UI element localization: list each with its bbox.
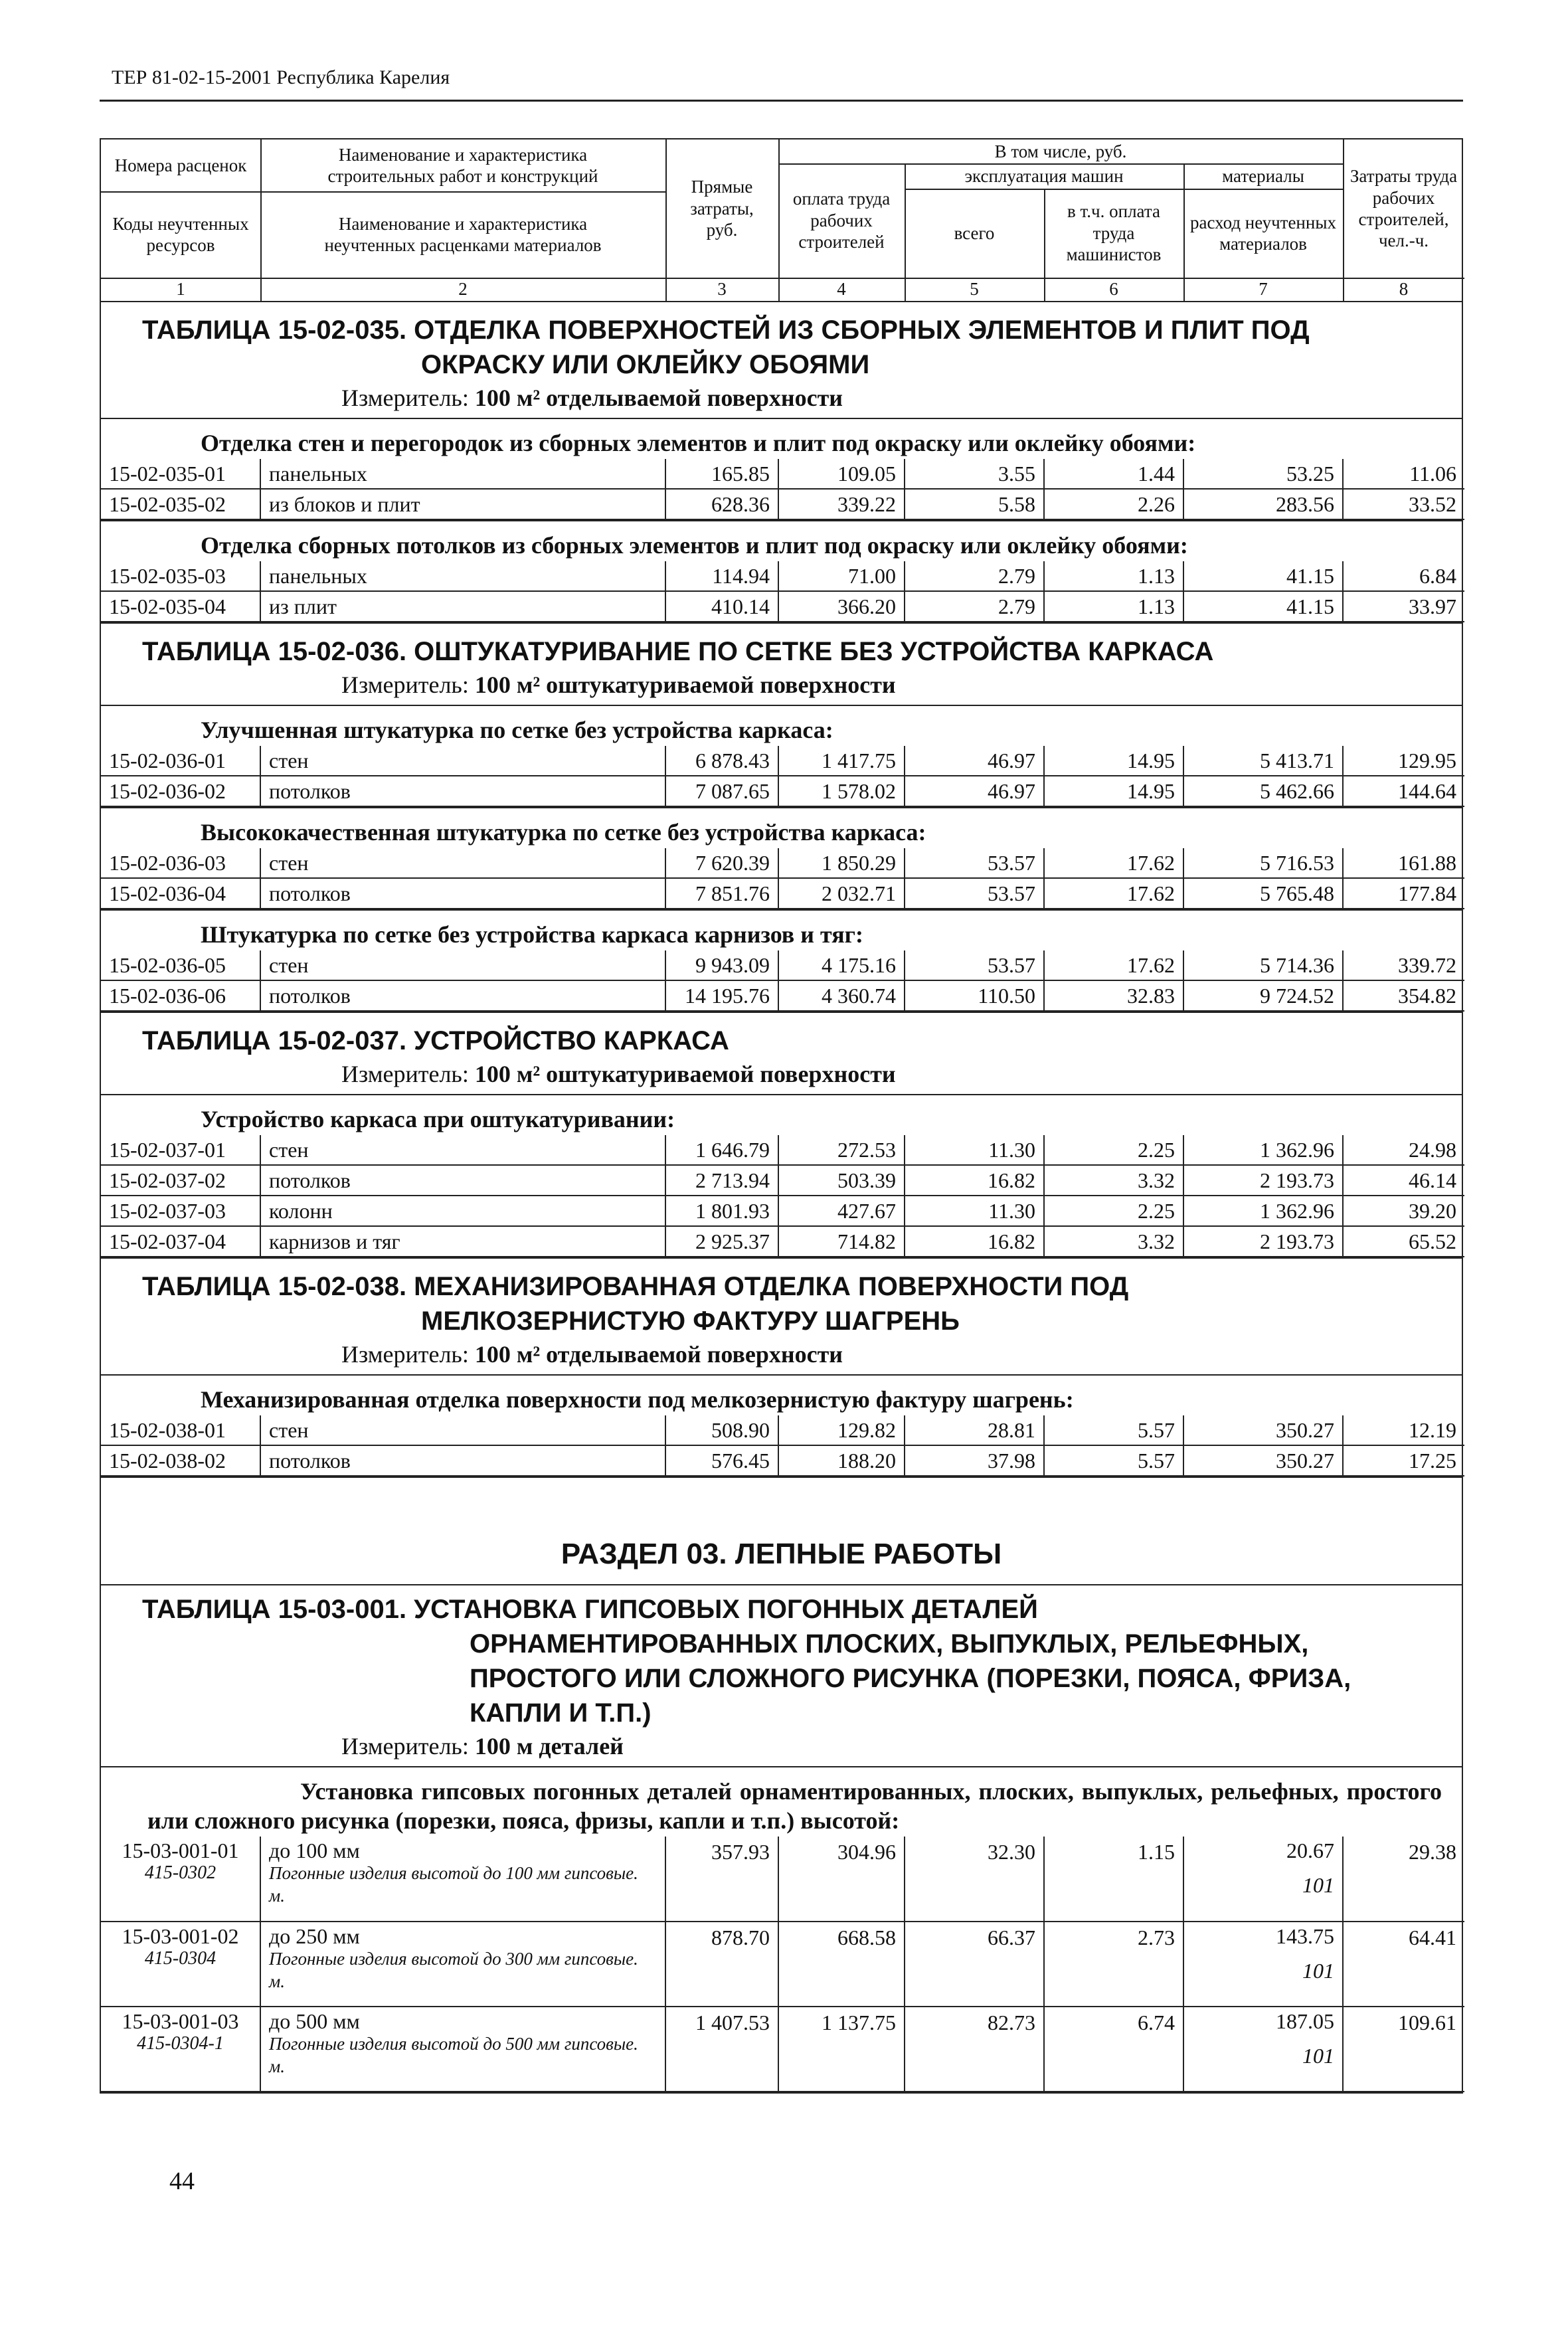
- table-title: [142, 634, 1442, 669]
- table-row: [101, 561, 1464, 591]
- table-cell: 6.84: [1343, 561, 1464, 591]
- table-cell: 109.61: [1343, 2007, 1464, 2092]
- table-row: [101, 950, 1464, 980]
- table-cell: [101, 1922, 260, 2007]
- table-cell: 16.82: [905, 1226, 1044, 1257]
- table-cell: 2.73: [1044, 1922, 1183, 2007]
- meter-label: Измеритель:: [341, 1341, 469, 1368]
- table-cell: 339.72: [1343, 950, 1464, 980]
- table-cell: 53.57: [905, 848, 1044, 878]
- table-cell: 15-02-037-02: [101, 1165, 260, 1196]
- table-cell: 15-02-037-03: [101, 1196, 260, 1226]
- col8-header: Затраты труда рабочих строителей, чел.-ч.: [1350, 166, 1458, 251]
- table-cell: 11.30: [905, 1196, 1044, 1226]
- table-cell: 15-02-038-01: [101, 1415, 260, 1445]
- table-cell: 3.32: [1044, 1226, 1183, 1257]
- table-cell: карнизов и тяг: [260, 1226, 665, 1257]
- table-cell: 2.79: [905, 591, 1044, 622]
- table-cell: 1 578.02: [778, 776, 905, 806]
- col2-bottom-header: Наименование и характеристика неучтенных расценками материалов: [324, 213, 602, 255]
- rate-code: 15-03-001-01: [122, 1839, 239, 1862]
- table-heading: [101, 1584, 1462, 1766]
- table-cell: 5 714.36: [1183, 950, 1343, 980]
- table-cell: 53.25: [1183, 459, 1343, 489]
- table-cell: 66.37: [905, 1922, 1044, 2007]
- table-cell: потолков: [260, 776, 665, 806]
- table-meter: [142, 1338, 1442, 1374]
- table-cell: из блоков и плит: [260, 489, 665, 519]
- table-cell: 46.97: [905, 776, 1044, 806]
- table-cell: стен: [260, 1415, 665, 1445]
- table-cell: 304.96: [778, 1837, 905, 1922]
- col1-top-header: Номера расценок: [114, 155, 247, 175]
- col-number-3: 3: [717, 279, 727, 300]
- table-cell: 14.95: [1044, 746, 1183, 776]
- rate-code: 15-03-001-02: [122, 1924, 239, 1948]
- table-cell: 5.57: [1044, 1415, 1183, 1445]
- table-cell: 5 413.71: [1183, 746, 1343, 776]
- table-cell: из плит: [260, 591, 665, 622]
- running-head: ТЕР 81-02-15-2001 Республика Карелия: [112, 66, 450, 88]
- work-name: до 500 мм: [269, 2009, 360, 2033]
- materials-header: материалы: [1222, 165, 1304, 186]
- table-cell: 6 878.43: [665, 746, 778, 776]
- col-number-5: 5: [970, 279, 979, 300]
- table-cell: 14.95: [1044, 776, 1183, 806]
- table-row: [101, 848, 1464, 878]
- table-title-line: КАПЛИ И Т.П.): [470, 1698, 652, 1728]
- table-cell: 508.90: [665, 1415, 778, 1445]
- col-number-4: 4: [837, 279, 846, 300]
- table-meter: [142, 669, 1442, 705]
- table-meter: [142, 1730, 1442, 1766]
- table-cell: 32.30: [905, 1837, 1044, 1922]
- table-cell: 41.15: [1183, 561, 1343, 591]
- col6-header: в т.ч. оплата труда машинистов: [1066, 201, 1162, 265]
- table-cell: 11.06: [1343, 459, 1464, 489]
- table-cell: потолков: [260, 878, 665, 909]
- table-cell: 82.73: [905, 2007, 1044, 2092]
- table-15-03-001: [101, 1584, 1462, 2092]
- table-title: [142, 1024, 1442, 1058]
- rates-table: [101, 746, 1464, 807]
- table-row: [101, 776, 1464, 806]
- table-cell: 46.14: [1343, 1165, 1464, 1196]
- table-row: [101, 980, 1464, 1011]
- table-cell: 7 620.39: [665, 848, 778, 878]
- table-heading: [101, 302, 1462, 418]
- table-row: [101, 1415, 1464, 1445]
- table-title-cont: ОКРАСКУ ИЛИ ОКЛЕЙКУ ОБОЯМИ: [421, 350, 870, 379]
- table-cell: 1.13: [1044, 591, 1183, 622]
- table-cell: 5.58: [905, 489, 1044, 519]
- table-cell: 71.00: [778, 561, 905, 591]
- table-title-line: ТАБЛИЦА 15-02-038. МЕХАНИЗИРОВАННАЯ ОТДЕЛКА ПОВЕРХНОСТИ ПОД: [142, 1272, 1129, 1301]
- table-cell: 15-02-038-02: [101, 1445, 260, 1476]
- rates-table: [101, 1415, 1464, 1477]
- rates-table: [101, 848, 1464, 909]
- table-cell: 6.74: [1044, 2007, 1183, 2092]
- col5-header: всего: [954, 223, 995, 243]
- material-consumption: 101: [1302, 2044, 1334, 2068]
- table-row: [101, 591, 1464, 622]
- table-cell: 878.70: [665, 1922, 778, 2007]
- table-cell: 17.62: [1044, 848, 1183, 878]
- table-cell: 33.52: [1343, 489, 1464, 519]
- table-cell: 410.14: [665, 591, 778, 622]
- material-cost: 187.05: [1276, 2009, 1334, 2033]
- table-cell: 2 925.37: [665, 1226, 778, 1257]
- col-number-6: 6: [1109, 279, 1118, 300]
- table-cell: 1 362.96: [1183, 1196, 1343, 1226]
- material-consumption: 101: [1302, 1873, 1334, 1897]
- rate-code: 15-03-001-03: [122, 2009, 239, 2033]
- table-cell: 2 193.73: [1183, 1165, 1343, 1196]
- table-cell: 165.85: [665, 459, 778, 489]
- meter-label: Измеритель:: [341, 1061, 469, 1087]
- table-row: [101, 2007, 1464, 2092]
- table-title-line: ТАБЛИЦА 15-02-037. УСТРОЙСТВО КАРКАСА: [142, 1026, 729, 1055]
- table-cell: 33.97: [1343, 591, 1464, 622]
- table-row: [101, 1837, 1464, 1922]
- table-title-line: ПРОСТОГО ИЛИ СЛОЖНОГО РИСУНКА (ПОРЕЗКИ, ПОЯСА, ФРИЗА,: [470, 1664, 1351, 1693]
- table-cell: 1.44: [1044, 459, 1183, 489]
- table-cell: 15-02-037-04: [101, 1226, 260, 1257]
- section-title: РАЗДЕЛ 03. ЛЕПНЫЕ РАБОТЫ: [101, 1477, 1462, 1584]
- incl-header: В том числе, руб.: [994, 141, 1127, 161]
- table-cell: 1 417.75: [778, 746, 905, 776]
- col3-header: Прямые затраты, руб.: [690, 177, 754, 240]
- table-cell: 41.15: [1183, 591, 1343, 622]
- rates-table: [101, 1837, 1464, 2092]
- table-cell: [1183, 1837, 1343, 1922]
- table-cell: 5 765.48: [1183, 878, 1343, 909]
- table-cell: 15-02-035-04: [101, 591, 260, 622]
- column-header: [101, 139, 1462, 302]
- table-cell: 53.57: [905, 878, 1044, 909]
- table-cell: 503.39: [778, 1165, 905, 1196]
- page-number: 44: [169, 2167, 195, 2195]
- table-cell: 2 032.71: [778, 878, 905, 909]
- table-cell: 15-02-036-03: [101, 848, 260, 878]
- table-title: [142, 313, 1442, 382]
- table-cell: стен: [260, 848, 665, 878]
- table-cell: панельных: [260, 561, 665, 591]
- table-cell: [1183, 2007, 1343, 2092]
- table-cell: 7 851.76: [665, 878, 778, 909]
- meter-label: Измеритель:: [341, 1733, 469, 1759]
- table-cell: 272.53: [778, 1135, 905, 1165]
- table-cell: 9 943.09: [665, 950, 778, 980]
- table-cell: 15-02-035-02: [101, 489, 260, 519]
- table-cell: [260, 1837, 665, 1922]
- col-number-7: 7: [1259, 279, 1268, 300]
- table-cell: 129.95: [1343, 746, 1464, 776]
- table-title-line: ТАБЛИЦА 15-03-001. УСТАНОВКА ГИПСОВЫХ ПОГОННЫХ ДЕТАЛЕЙ: [142, 1595, 1038, 1624]
- table-cell: потолков: [260, 980, 665, 1011]
- table-cell: 12.19: [1343, 1415, 1464, 1445]
- table-cell: 7 087.65: [665, 776, 778, 806]
- table-cell: 2.26: [1044, 489, 1183, 519]
- group-heading: Механизированная отделка поверхности под мелкозернистую фактуру шагрень:: [101, 1374, 1462, 1415]
- table-cell: 350.27: [1183, 1445, 1343, 1476]
- work-name: до 100 мм: [269, 1839, 360, 1862]
- rates-table: [101, 1135, 1464, 1257]
- table-cell: 15-02-037-01: [101, 1135, 260, 1165]
- table-cell: 144.64: [1343, 776, 1464, 806]
- table-cell: 129.82: [778, 1415, 905, 1445]
- meter-value: 100 м² оштукатуриваемой поверхности: [474, 1061, 896, 1087]
- table-cell: потолков: [260, 1165, 665, 1196]
- table-cell: 14 195.76: [665, 980, 778, 1011]
- table-heading: [101, 1012, 1462, 1094]
- machines-header: эксплуатация машин: [964, 165, 1124, 186]
- table-cell: стен: [260, 950, 665, 980]
- table-heading: [101, 1257, 1462, 1374]
- material-consumption: 101: [1302, 1959, 1334, 1983]
- table-row: [101, 1135, 1464, 1165]
- table-title-line: ТАБЛИЦА 15-02-036. ОШТУКАТУРИВАНИЕ ПО СЕТКЕ БЕЗ УСТРОЙСТВА КАРКАСА: [142, 637, 1214, 666]
- table-cell: 1 850.29: [778, 848, 905, 878]
- table-cell: 177.84: [1343, 878, 1464, 909]
- table-cell: 1 362.96: [1183, 1135, 1343, 1165]
- table-cell: 668.58: [778, 1922, 905, 2007]
- table-cell: 24.98: [1343, 1135, 1464, 1165]
- table-cell: 3.32: [1044, 1165, 1183, 1196]
- table-cell: 4 175.16: [778, 950, 905, 980]
- col4-header: оплата труда рабочих строителей: [792, 189, 891, 252]
- table-cell: 188.20: [778, 1445, 905, 1476]
- meter-value: 100 м² отделываемой поверхности: [474, 385, 843, 411]
- material-note: Погонные изделия высотой до 300 мм гипсовые. м.: [269, 1949, 638, 1991]
- table-cell: панельных: [260, 459, 665, 489]
- table-cell: 339.22: [778, 489, 905, 519]
- table-cell: стен: [260, 1135, 665, 1165]
- table-cell: 1 137.75: [778, 2007, 905, 2092]
- table-cell: 1.13: [1044, 561, 1183, 591]
- table-cell: 5 716.53: [1183, 848, 1343, 878]
- material-cost: 143.75: [1276, 1924, 1334, 1948]
- table-cell: 110.50: [905, 980, 1044, 1011]
- table-cell: 114.94: [665, 561, 778, 591]
- col7-header: расход неучтенных материалов: [1190, 212, 1336, 254]
- table-row: [101, 1226, 1464, 1257]
- table-row: [101, 1922, 1464, 2007]
- table-cell: 29.38: [1343, 1837, 1464, 1922]
- table-cell: 2.25: [1044, 1135, 1183, 1165]
- material-cost: 20.67: [1286, 1839, 1334, 1862]
- table-row: [101, 1196, 1464, 1226]
- table-cell: 32.83: [1044, 980, 1183, 1011]
- meter-value: 100 м деталей: [474, 1733, 624, 1759]
- work-name: до 250 мм: [269, 1924, 360, 1948]
- table-row: [101, 459, 1464, 489]
- table-cell: потолков: [260, 1445, 665, 1476]
- material-note: Погонные изделия высотой до 100 мм гипсовые. м.: [269, 1863, 638, 1906]
- table-cell: 11.30: [905, 1135, 1044, 1165]
- material-note: Погонные изделия высотой до 500 мм гипсовые. м.: [269, 2034, 638, 2076]
- table-row: [101, 746, 1464, 776]
- table-row: [101, 1445, 1464, 1476]
- table-cell: 15-02-036-06: [101, 980, 260, 1011]
- col1-bottom-header: Коды неучтенных ресурсов: [112, 213, 249, 255]
- table-title-line: ТАБЛИЦА 15-02-035. ОТДЕЛКА ПОВЕРХНОСТЕЙ ИЗ СБОРНЫХ ЭЛЕМЕНТОВ И ПЛИТ ПОД: [142, 315, 1310, 345]
- resource-code: 415-0304: [144, 1948, 217, 1969]
- col-number-1: 1: [176, 279, 185, 300]
- table-cell: 109.05: [778, 459, 905, 489]
- meter-label: Измеритель:: [341, 385, 469, 411]
- group-heading: Устройство каркаса при оштукатуривании:: [101, 1094, 1462, 1135]
- table-title: [142, 1269, 1442, 1338]
- table-cell: стен: [260, 746, 665, 776]
- table-cell: 283.56: [1183, 489, 1343, 519]
- table-meter: [142, 382, 1442, 418]
- table-cell: [1183, 1922, 1343, 2007]
- col-number-2: 2: [458, 279, 468, 300]
- table-row: [101, 489, 1464, 519]
- group-heading: Отделка сборных потолков из сборных элементов и плит под окраску или оклейку обоями:: [101, 520, 1462, 561]
- table-cell: [101, 2007, 260, 2092]
- table-cell: 3.55: [905, 459, 1044, 489]
- table-meter: [142, 1058, 1442, 1094]
- group-heading: Штукатурка по сетке без устройства каркаса карнизов и тяг:: [101, 909, 1462, 950]
- col2-top-header: Наименование и характеристика строительных работ и конструкций: [327, 144, 598, 186]
- table-row: [101, 1165, 1464, 1196]
- table-cell: 15-02-036-01: [101, 746, 260, 776]
- resource-code: 415-0302: [144, 1862, 217, 1883]
- table-row: [101, 878, 1464, 909]
- table-cell: 1 646.79: [665, 1135, 778, 1165]
- table-cell: 2.79: [905, 561, 1044, 591]
- table-title-line: ОРНАМЕНТИРОВАННЫХ ПЛОСКИХ, ВЫПУКЛЫХ, РЕЛЬЕФНЫХ,: [470, 1629, 1309, 1659]
- col-number-8: 8: [1399, 279, 1409, 300]
- table-cell: 1 407.53: [665, 2007, 778, 2092]
- table-cell: 2.25: [1044, 1196, 1183, 1226]
- table-cell: 37.98: [905, 1445, 1044, 1476]
- table-cell: 357.93: [665, 1837, 778, 1922]
- group-heading: Отделка стен и перегородок из сборных элементов и плит под окраску или оклейку обоями:: [101, 418, 1462, 459]
- table-cell: [101, 1837, 260, 1922]
- rates-table: [101, 950, 1464, 1012]
- table-cell: 2 713.94: [665, 1165, 778, 1196]
- table-cell: 2 193.73: [1183, 1226, 1343, 1257]
- table-cell: 53.57: [905, 950, 1044, 980]
- table-cell: 5.57: [1044, 1445, 1183, 1476]
- table-cell: колонн: [260, 1196, 665, 1226]
- table-cell: [260, 2007, 665, 2092]
- table-cell: 17.62: [1044, 878, 1183, 909]
- table-cell: 4 360.74: [778, 980, 905, 1011]
- resource-code: 415-0304-1: [137, 2033, 224, 2054]
- rates-table: [101, 459, 1464, 520]
- table-cell: 46.97: [905, 746, 1044, 776]
- table-cell: 161.88: [1343, 848, 1464, 878]
- table-cell: 427.67: [778, 1196, 905, 1226]
- group-heading: Установка гипсовых погонных деталей орнаментированных, плоских, выпуклых, рельефных, простого или сложного рисунка (порезки, пояса, фризы, капли и т.п.) высотой:: [101, 1766, 1462, 1837]
- table-cell: 17.25: [1343, 1445, 1464, 1476]
- group-heading: Высококачественная штукатурка по сетке без устройства каркаса:: [101, 807, 1462, 848]
- price-table-sheet: [100, 138, 1463, 2094]
- table-cell: 576.45: [665, 1445, 778, 1476]
- table-cell: 714.82: [778, 1226, 905, 1257]
- table-cell: 16.82: [905, 1165, 1044, 1196]
- table-title: [142, 1592, 1442, 1730]
- table-cell: 350.27: [1183, 1415, 1343, 1445]
- table-cell: 39.20: [1343, 1196, 1464, 1226]
- tables-container: [101, 302, 1462, 1477]
- table-cell: 628.36: [665, 489, 778, 519]
- table-cell: 15-02-036-02: [101, 776, 260, 806]
- table-heading: [101, 622, 1462, 705]
- meter-label: Измеритель:: [341, 672, 469, 698]
- table-cell: 64.41: [1343, 1922, 1464, 2007]
- table-cell: 65.52: [1343, 1226, 1464, 1257]
- rates-table: [101, 561, 1464, 622]
- table-cell: 15-02-035-03: [101, 561, 260, 591]
- table-cell: 15-02-035-01: [101, 459, 260, 489]
- table-cell: 5 462.66: [1183, 776, 1343, 806]
- table-cell: 17.62: [1044, 950, 1183, 980]
- table-cell: 1.15: [1044, 1837, 1183, 1922]
- meter-value: 100 м² отделываемой поверхности: [474, 1341, 843, 1368]
- header-rule: [100, 100, 1463, 102]
- table-cell: 28.81: [905, 1415, 1044, 1445]
- table-cell: 15-02-036-04: [101, 878, 260, 909]
- group-heading: Улучшенная штукатурка по сетке без устройства каркаса:: [101, 705, 1462, 746]
- table-cell: 15-02-036-05: [101, 950, 260, 980]
- table-cell: [260, 1922, 665, 2007]
- table-cell: 9 724.52: [1183, 980, 1343, 1011]
- table-cell: 1 801.93: [665, 1196, 778, 1226]
- table-title-cont: МЕЛКОЗЕРНИСТУЮ ФАКТУРУ ШАГРЕНЬ: [421, 1306, 960, 1336]
- meter-value: 100 м² оштукатуриваемой поверхности: [474, 672, 896, 698]
- table-cell: 366.20: [778, 591, 905, 622]
- table-cell: 354.82: [1343, 980, 1464, 1011]
